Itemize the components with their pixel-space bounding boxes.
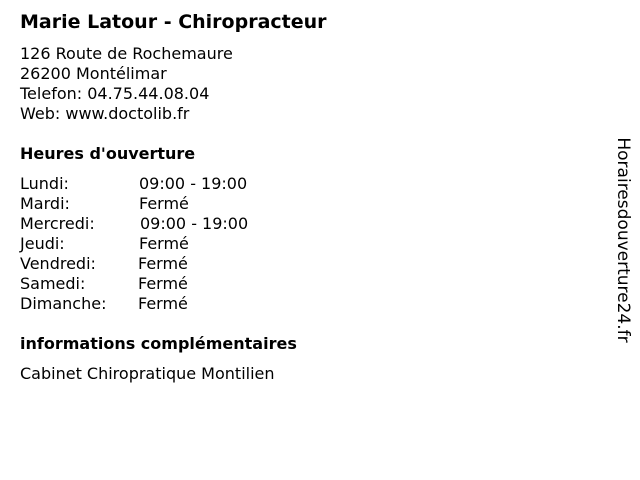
day-label: Lundi:: [20, 174, 69, 193]
hours-value: Fermé: [139, 234, 189, 253]
hours-value: Fermé: [138, 294, 188, 313]
phone-number: Telefon: 04.75.44.08.04: [20, 84, 210, 103]
additional-info-text: Cabinet Chiropratique Montilien: [20, 364, 275, 383]
day-label: Mercredi:: [20, 214, 95, 233]
contact-block: [20, 44, 233, 124]
day-label: Samedi:: [20, 274, 86, 293]
hours-row-sunday: [20, 294, 320, 314]
hours-value: Fermé: [138, 254, 188, 273]
hours-value: 09:00 - 19:00: [139, 174, 248, 193]
hours-row-thursday: [20, 234, 320, 254]
opening-hours-heading: Heures d'ouverture: [20, 144, 196, 163]
day-label: Jeudi:: [20, 234, 65, 253]
day-label: Dimanche:: [20, 294, 107, 313]
hours-row-friday: [20, 254, 320, 274]
address-city: 26200 Montélimar: [20, 64, 167, 83]
website: Web: www.doctolib.fr: [20, 104, 190, 123]
address-street: 126 Route de Rochemaure: [20, 44, 233, 63]
day-label: Mardi:: [20, 194, 70, 213]
hours-row-tuesday: [20, 194, 320, 214]
hours-value: 09:00 - 19:00: [140, 214, 249, 233]
hours-value: Fermé: [138, 274, 188, 293]
day-label: Vendredi:: [20, 254, 96, 273]
additional-info-heading: informations complémentaires: [20, 334, 297, 353]
opening-hours-table: [20, 174, 320, 314]
watermark-text: Horairesdouverture24.fr: [613, 137, 633, 343]
business-name: Marie Latour - Chiropracteur: [20, 11, 327, 33]
hours-row-monday: [20, 174, 320, 194]
hours-value: Fermé: [139, 194, 189, 213]
hours-row-saturday: [20, 274, 320, 294]
hours-row-wednesday: [20, 214, 320, 234]
